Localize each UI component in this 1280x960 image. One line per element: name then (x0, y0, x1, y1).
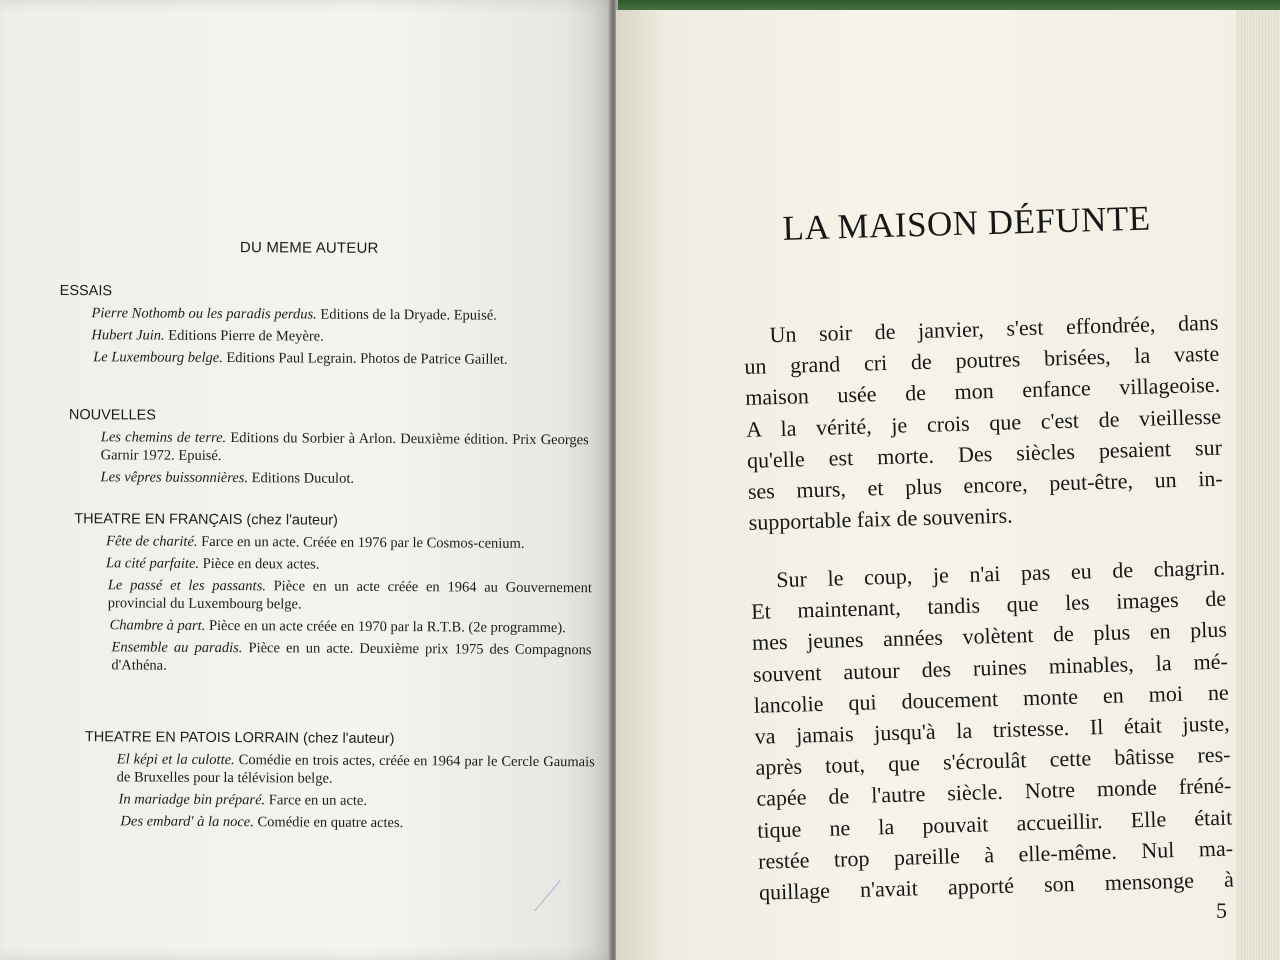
section-title: THEATRE EN PATOIS LORRAIN (chez l'auteur) (84, 729, 395, 748)
paragraph-2 (750, 552, 1234, 908)
bibliography-entry (106, 554, 606, 575)
bibliography-entry (117, 750, 595, 789)
entry-title: Hubert Juin. (91, 327, 165, 344)
entry-detail: Pièce en un acte. Deuxième prix 1975 des Compagnons d'Athéna. (111, 640, 592, 674)
page-edges (1236, 10, 1280, 960)
bibliography-entry (91, 304, 591, 325)
text-line: va jamais jusqu'à la tristesse. Il était juste, (754, 710, 1230, 749)
bibliography-entry (101, 428, 589, 467)
text-line: tique ne la pouvait accueillir. Elle était (756, 804, 1233, 843)
text-line: restée trop pareille à elle-même. Nul ma- (757, 835, 1234, 874)
section-title: NOUVELLES (68, 407, 157, 424)
text-line: ses murs, et plus encore, peut-être, un in- (747, 465, 1224, 504)
text-line: maison usée de mon enfance villageoise. (744, 372, 1221, 411)
entry-detail: Comédie en trois actes, créée en 1964 par le Cercle Gaumais de Bruxelles pour la télévision belge. (116, 752, 595, 787)
text-line: un grand cri de poutres brisées, la vaste (744, 340, 1220, 380)
section-title: THEATRE EN FRANÇAIS (chez l'auteur) (74, 511, 338, 529)
entry-title: Les chemins de terre. (100, 429, 227, 447)
text-line: Sur le coup, je n'ai pas eu de chagrin. (775, 554, 1226, 593)
entry-detail: Editions Duculot. (248, 470, 355, 487)
bibliography-entry (100, 468, 600, 489)
section-theatre-francais (73, 510, 614, 677)
section-nouvelles (68, 406, 608, 489)
page-number: 5 (1216, 898, 1227, 923)
chapter-title: LA MAISON DÉFUNTE (781, 198, 1152, 248)
text-line: qu'elle est morte. Des siècles pesaient sur (746, 434, 1223, 473)
entry-title: Des embard' à la noce. (120, 813, 254, 831)
entry-title: Ensemble au paradis. (111, 639, 243, 657)
bibliography-entry (93, 348, 587, 369)
entry-title: Les vêpres buissonnières. (100, 469, 249, 487)
text-line: Et maintenant, tandis que les images de (750, 585, 1227, 625)
text-line: Un soir de janvier, s'est effondrée, dans (769, 309, 1219, 348)
entry-detail: Editions Pierre de Meyère. (164, 327, 324, 345)
bibliography-heading: DU MEME AUTEUR (239, 239, 379, 257)
text-line: souvent autour des ruines minables, la mé- (752, 648, 1229, 687)
entry-title: El képi et la culotte. (116, 751, 235, 769)
entry-detail: Comédie en quatre actes. (253, 814, 404, 832)
text-line: après tout, que s'écroulât cette bâtisse res- (755, 741, 1231, 780)
entry-title: Le Luxembourg belge. (93, 349, 223, 366)
entry-detail: Pièce en un acte créée en 1964 au Gouvernement provincial du Luxembourg belge. (107, 578, 592, 613)
entry-title: Chambre à part. (109, 617, 206, 634)
paragraph-1 (743, 307, 1224, 539)
entry-title: Pierre Nothomb ou les paradis perdus. (91, 305, 317, 323)
bibliography-entry (91, 326, 591, 347)
entry-detail: Pièce en deux actes. (199, 555, 320, 573)
text-line: supportable faix de souvenirs. (748, 502, 1013, 536)
entry-detail: Editions Paul Legrain. Photos de Patrice Gaillet. (222, 349, 508, 368)
bibliography-entry (111, 638, 591, 677)
section-theatre-patois (84, 728, 625, 833)
bibliography-entry (120, 812, 620, 833)
entry-title: Fête de charité. (106, 533, 198, 550)
bibliography-entry (119, 790, 619, 811)
entry-detail: Pièce en un acte créée en 1970 par la R.T.B. (2e programme). (205, 617, 566, 637)
entry-title: In mariadge bin préparé. (118, 791, 266, 809)
bibliography-entry (110, 616, 592, 637)
section-title: ESSAIS (59, 282, 113, 300)
text-line: lancolie qui doucement monte en moi ne (753, 679, 1229, 718)
entry-detail: Farce en un acte. Créée en 1976 par le Cosmos-cenium. (197, 533, 525, 552)
section-essais (59, 282, 600, 369)
entry-title: La cité parfaite. (105, 555, 200, 572)
bibliography-entry (108, 576, 592, 615)
text-line: A la vérité, je crois que c'est de vieillesse (745, 403, 1222, 442)
entry-title: Le passé et les passants. (107, 577, 266, 595)
text-line: quillage n'avait apporté son mensonge à (758, 866, 1235, 905)
entry-detail: Farce en un acte. (265, 792, 368, 809)
entry-detail: Editions de la Dryade. Epuisé. (316, 306, 497, 324)
entry-detail: Editions du Sorbier à Arlon. Deuxième édition. Prix Georges Garnir 1972. Epuisé. (100, 430, 589, 464)
text-line: capée de l'autre siècle. Notre monde fréné- (756, 772, 1232, 812)
bibliography-entry (106, 532, 592, 553)
text-line: mes jeunes années volètent de plus en plus (751, 616, 1228, 656)
